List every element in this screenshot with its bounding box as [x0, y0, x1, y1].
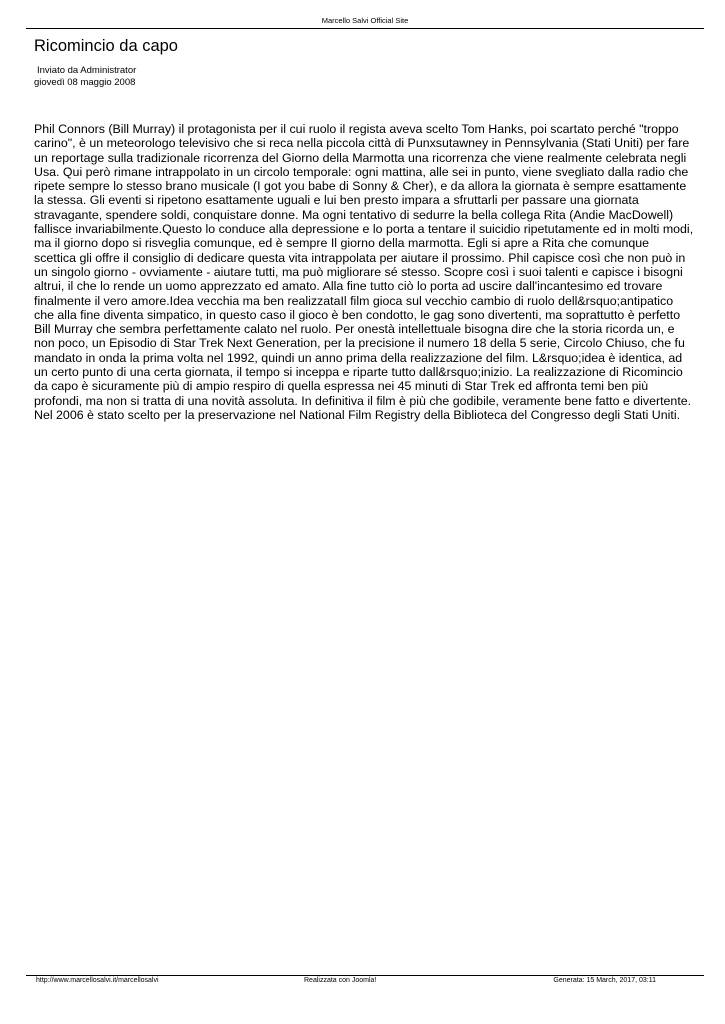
header-divider — [26, 28, 704, 29]
site-header-title: Marcello Salvi Official Site — [321, 16, 409, 25]
article-author: Inviato da Administrator — [37, 65, 137, 76]
article-body: Phil Connors (Bill Murray) il protagonista per il cui ruolo il regista aveva scelto Tom Hanks, poi scartato perché "troppo carino", è un meteorologo televisivo che si reca nella piccola città di Punxsutawney in Pennsylvania (Stati Uniti) per fare un reportage sulla tradizionale ricorrenza del Giorno della Marmotta una ricorrenza che viene realmente celebrata negli Usa. Qui però rimane intrappolato in un circolo temporale: ogni mattina, alle sei in punto, viene svegliato dalla radio che ripete sempre lo stesso brano musicale (I got you babe di Sonny & Cher), e da allora la giornata è sempre esattamente la stessa. Gli eventi si ripetono esattamente uguali e lui ben presto impara a sfruttarli per passare una giornata stravagante, spendere soldi, conquistare donne. Ma ogni tentativo di sedurre la bella collega Rita (Andie MacDowell) fallisce invariabilmente.Questo lo conduce alla depressione e lo porta a tentare il suicidio ripetutamente ed in molti modi, ma il giorno dopo si risveglia comunque, ed è sempre Il giorno della marmotta. Egli si apre a Rita che comunque scettica gli offre il consiglio di dedicare questa vita intrappolata per aiutare il prossimo. Phil capisce così che non può in un singolo giorno - ovviamente - aiutare tutti, ma può migliorare sé stesso. Scopre così i suoi talenti e capisce i bisogni altrui, il che lo rende un uomo apprezzato ed amato. Alla fine tutto ciò lo porta ad uscire dall'incantesimo ed trovare finalmente il vero amore.Idea vecchia ma ben realizzataIl film gioca sul vecchio cambio di ruolo dell&rsquo;antipatico che alla fine diventa simpatico, in questo caso il gioco è ben condotto, le gag sono divertenti, ma soprattutto è perfetto Bill Murray che sembra perfettamente calato nel ruolo. Per onestà intellettuale bisogna dire che la storia ricorda un, e non poco, un Episodio di Star Trek Next Generation, per la precisione il numero 18 della 5 serie, Circolo Chiuso, che fu mandato in onda la prima volta nel 1992, quindi un anno prima della realizzazione del film. L&rsquo;idea è identica, ad un certo punto di una certa giornata, il tempo si inceppa e riparte tutto dall&rsquo;inizio. La realizzazione di Ricomincio da capo è sicuramente più di ampio respiro di quella espressa nei 45 minuti di Star Trek ed affronta temi ben più profondi, ma non si tratta di una novità assoluta. In definitiva il film è più che godibile, veramente bene fatto e divertente. Nel 2006 è stato scelto per la preservazione nel National Film Registry della Biblioteca del Congresso degli Stati Uniti. — [34, 122, 694, 422]
footer-generated-date: Generata: 15 March, 2017, 03:11 — [553, 977, 656, 984]
article-meta — [34, 65, 136, 88]
site-footer — [36, 976, 656, 986]
article-date: giovedì 08 maggio 2008 — [34, 76, 136, 88]
footer-url: http://www.marcellosalvi.it/marcellosalvi — [36, 977, 159, 984]
footer-powered-by: Realizzata con Joomla! — [304, 977, 377, 984]
article-title: Ricomincio da capo — [34, 37, 178, 55]
